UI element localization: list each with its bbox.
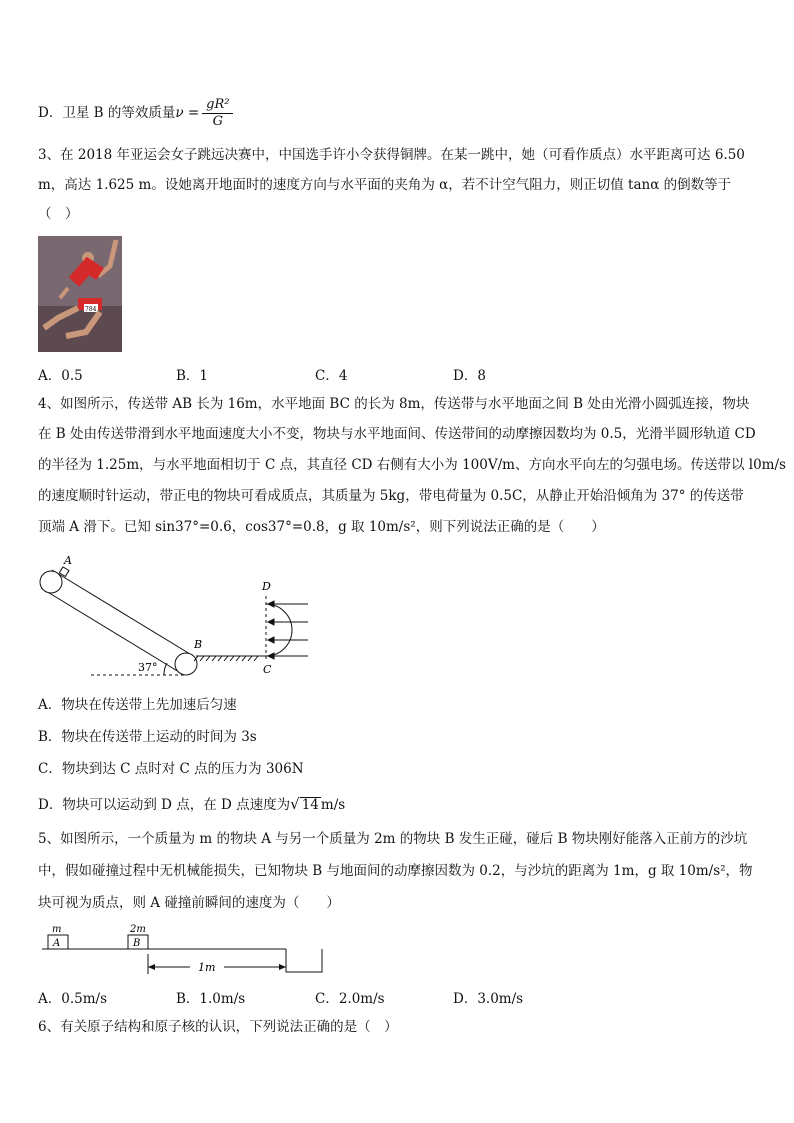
- distance-label: 1m: [198, 961, 216, 974]
- q3-line-3: （ ）: [38, 206, 79, 222]
- q5-options: [38, 987, 760, 1007]
- q5-line-1: 5、如图所示，一个质量为 m 的物块 A 与另一个质量为 2m 的物块 B 发生正碰，碰后 B 物块刚好能落入正前方的沙坑: [38, 831, 748, 847]
- q5-option-d[interactable]: D．3.0m/s: [453, 991, 524, 1007]
- sqrt-symbol: √: [290, 795, 300, 813]
- q3-option-a[interactable]: A．0.5: [38, 368, 83, 384]
- q4-line-1: 4、如图所示，传送带 AB 长为 16m，水平地面 BC 的长为 8m，传送带与水平地面之间 B 处由光滑小圆弧连接，物块: [38, 396, 750, 412]
- q4-line-3: 的半径为 1.25m，与水平地面相切于 C 点，其直径 CD 右侧有大小为 100V/m、方向水平向左的匀强电场。传送带以 l0m/s: [38, 457, 786, 473]
- q2-option-d-text: D．卫星 B 的等效质量: [38, 105, 176, 121]
- q4-option-a[interactable]: A．物块在传送带上先加速后匀速: [38, 697, 237, 713]
- q5-option-c[interactable]: C．2.0m/s: [315, 991, 385, 1007]
- q5-option-b[interactable]: B．1.0m/s: [176, 991, 246, 1007]
- label-d: D: [262, 580, 271, 593]
- q4-line-5: 顶端 A 滑下。已知 sin37°=0.6，cos37°=0.8，g 取 10m/s²，则下列说法正确的是（ ）: [38, 519, 605, 535]
- q2-fraction: [202, 97, 233, 130]
- q3-option-c[interactable]: C．4: [315, 368, 348, 384]
- q2-fraction-denominator: G: [212, 114, 223, 129]
- athlete-illustration: [38, 236, 122, 352]
- sqrt-value: 14: [301, 797, 319, 813]
- q3-option-b[interactable]: B．1: [176, 368, 209, 384]
- bib-number: 784: [85, 306, 97, 313]
- angle-label: 37°: [138, 661, 158, 674]
- label-c: C: [263, 663, 272, 676]
- roller-top: [40, 571, 62, 593]
- q2-formula-lhs: ν =: [175, 105, 200, 121]
- q2-option-d: [38, 97, 760, 130]
- q2-fraction-numerator: gR²: [202, 97, 233, 114]
- q3-line-1: 3、在 2018 年亚运会女子跳远决赛中，中国选手许小令获得铜牌。在某一跳中，她（可看作质点）水平距离可达 6.50: [38, 147, 745, 163]
- conveyor-diagram: [36, 552, 326, 682]
- label-b: B: [133, 938, 141, 949]
- q4-option-b[interactable]: B．物块在传送带上运动的时间为 3s: [38, 729, 257, 745]
- q6-line-1: 6、有关原子结构和原子核的认识，下列说法正确的是（ ）: [38, 1019, 398, 1035]
- label-a: A: [53, 938, 61, 949]
- q3-option-d[interactable]: D．8: [453, 368, 486, 384]
- collision-diagram: [38, 920, 338, 980]
- electric-field-arrows: [268, 601, 308, 659]
- roller-bottom: [175, 653, 197, 675]
- q4-line-4: 的速度顺时针运动，带正电的物块可看成质点，其质量为 5kg，带电荷量为 0.5C，从静止开始沿倾角为 37° 的传送带: [38, 488, 744, 504]
- q4-option-d-unit: m/s: [320, 797, 346, 813]
- q5-line-2: 中，假如碰撞过程中无机械能损失，已知物块 B 与地面间的动摩擦因数为 0.2，与沙坑的距离为 1m，g 取 10m/s²，物: [38, 863, 753, 879]
- q4-option-c[interactable]: C．物块到达 C 点时对 C 点的压力为 306N: [38, 761, 304, 777]
- sand-pit: [286, 949, 322, 972]
- q4-option-d[interactable]: [38, 794, 760, 815]
- mass-a: m: [52, 924, 62, 935]
- q4-line-2: 在 B 处由传送带滑到水平地面速度大小不变，物块与水平地面间、传送带间的动摩擦因数均为 0.5，光滑半圆形轨道 CD: [38, 426, 756, 442]
- label-b: B: [194, 638, 203, 651]
- q5-option-a[interactable]: A．0.5m/s: [38, 991, 107, 1007]
- mass-b: 2m: [130, 924, 146, 935]
- q3-options: [38, 364, 760, 384]
- long-jump-photo: [38, 236, 122, 352]
- q5-line-3: 块可视为质点，则 A 碰撞前瞬间的速度为（ ）: [38, 895, 340, 911]
- q3-line-2: m，高达 1.625 m。设她离开地面时的速度方向与水平面的夹角为 α，若不计空气阻力，则正切值 tanα 的倒数等于: [38, 177, 732, 193]
- label-a: A: [64, 554, 72, 567]
- q4-option-d-text: D．物块可以运动到 D 点，在 D 点速度为: [38, 797, 291, 813]
